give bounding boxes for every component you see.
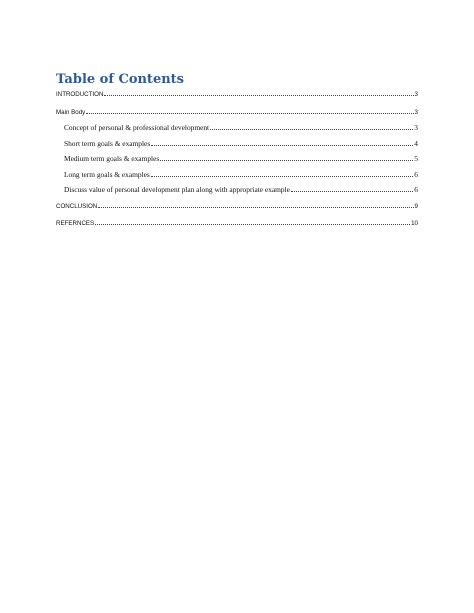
toc-entry-page: 6 (414, 170, 418, 179)
toc-entry-page: 9 (414, 203, 418, 210)
toc-leader-dots (291, 191, 413, 192)
toc-entry-label: INTRODUCTION (56, 91, 104, 98)
toc-leader-dots (95, 224, 410, 225)
toc-entry-introduction[interactable] (56, 87, 418, 98)
toc-entry-label: Main Body (56, 109, 86, 116)
toc-entry-page: 3 (414, 109, 418, 116)
toc-leader-dots (98, 207, 413, 208)
toc-entry-page: 4 (414, 139, 418, 148)
toc-leader-dots (151, 145, 413, 146)
toc-entry-label: Medium term goals & examples (64, 154, 160, 163)
toc-entry-label: Long term goals & examples (64, 170, 150, 179)
toc-title: Table of Contents (56, 72, 184, 87)
toc-entry-references[interactable] (56, 216, 418, 227)
toc-entry-page: 3 (414, 123, 418, 132)
toc-entry-discuss-value[interactable] (64, 183, 418, 194)
toc-leader-dots (210, 129, 413, 130)
toc-entry-medium-term[interactable] (64, 152, 418, 163)
toc-entry-page: 3 (414, 91, 418, 98)
toc-leader-dots (160, 160, 413, 161)
toc-entry-concept[interactable] (64, 121, 418, 132)
toc-entry-page: 5 (414, 154, 418, 163)
toc-entry-conclusion[interactable] (56, 199, 418, 210)
toc-leader-dots (104, 95, 413, 96)
toc-entry-label: REFERNCES (56, 220, 95, 227)
toc-entry-label: Discuss value of personal development plan along with appropriate example (64, 185, 290, 194)
toc-entry-label: CONCLUSION (56, 203, 98, 210)
toc-leader-dots (151, 176, 414, 177)
toc-entry-short-term[interactable] (64, 137, 418, 148)
toc-leader-dots (86, 113, 413, 114)
toc-entry-label: Concept of personal & professional development (64, 123, 210, 132)
toc-entry-main-body[interactable] (56, 105, 418, 116)
toc-entry-page: 6 (414, 185, 418, 194)
toc-entry-label: Short term goals & examples (64, 139, 151, 148)
toc-entry-long-term[interactable] (64, 168, 418, 179)
toc-entry-page: 10 (411, 220, 418, 227)
